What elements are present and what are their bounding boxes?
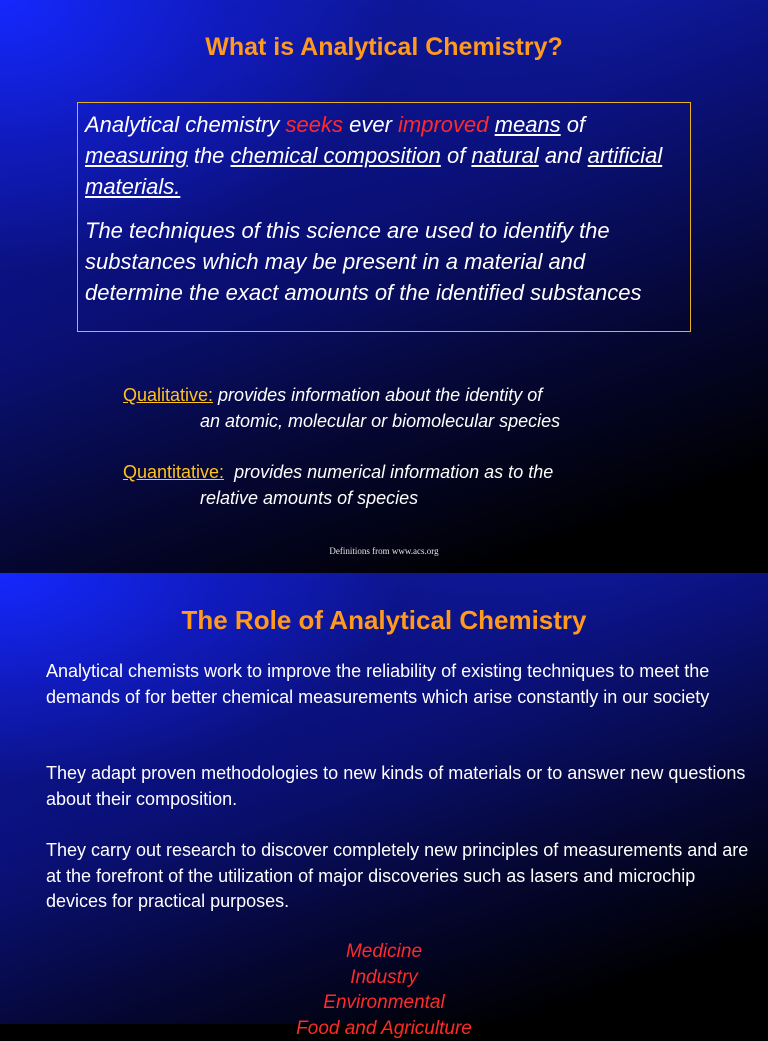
role-paragraph-3: They carry out research to discover completely new principles of measurements and are at the forefront of the utilization of major discoveries such as lasers and microchip devices for practical purposes. [46,838,756,915]
quantitative-definition [123,459,723,511]
definition-run-5: means [495,112,561,137]
slide-role-of-analytical-chemistry [0,573,768,1024]
quantitative-term: Quantitative: [123,462,224,482]
qualitative-term: Qualitative: [123,385,213,405]
definition-run-7: measuring [85,143,188,168]
role-paragraph-1: Analytical chemists work to improve the reliability of existing techniques to meet the demands of for better chemical measurements which arise constantly in our society [46,659,756,710]
definition-run-11: natural [471,143,538,168]
definition-run-10: of [441,143,472,168]
field-item-environmental: Environmental [0,990,768,1016]
definition-run-1: seeks [286,112,343,137]
field-item-medicine: Medicine [0,939,768,965]
qualitative-line-2: an atomic, molecular or biomolecular species [123,408,723,434]
definition-run-8: the [188,143,231,168]
quantitative-line-1: provides numerical information as to the [224,462,553,482]
application-fields-list [0,939,768,1041]
definition-run-6: of [561,112,585,137]
definition-run-3: improved [398,112,488,137]
field-item-industry: Industry [0,965,768,991]
qualitative-definition [123,382,723,434]
definition-paragraph-2: The techniques of this science are used to identify the substances which may be present in a material and determine the exact amounts of the identified substances [85,215,683,308]
definitions-source: Definitions from www.acs.org [0,546,768,556]
field-item-food-and-agriculture: Food and Agriculture [0,1016,768,1041]
definition-run-9: chemical composition [231,143,441,168]
definition-run-12: and [539,143,588,168]
role-paragraph-2: They adapt proven methodologies to new kinds of materials or to answer new questions about their composition. [46,761,756,812]
definition-run-0: Analytical chemistry [85,112,286,137]
slide2-title: The Role of Analytical Chemistry [0,605,768,636]
slide1-title: What is Analytical Chemistry? [0,33,768,62]
qualitative-line-1: provides information about the identity of [213,385,542,405]
definition-run-13: artificial materials. [85,143,662,199]
definition-run-2: ever [343,112,398,137]
quantitative-line-2: relative amounts of species [123,485,723,511]
definition-paragraph-1 [85,109,683,202]
definition-box [77,102,691,332]
